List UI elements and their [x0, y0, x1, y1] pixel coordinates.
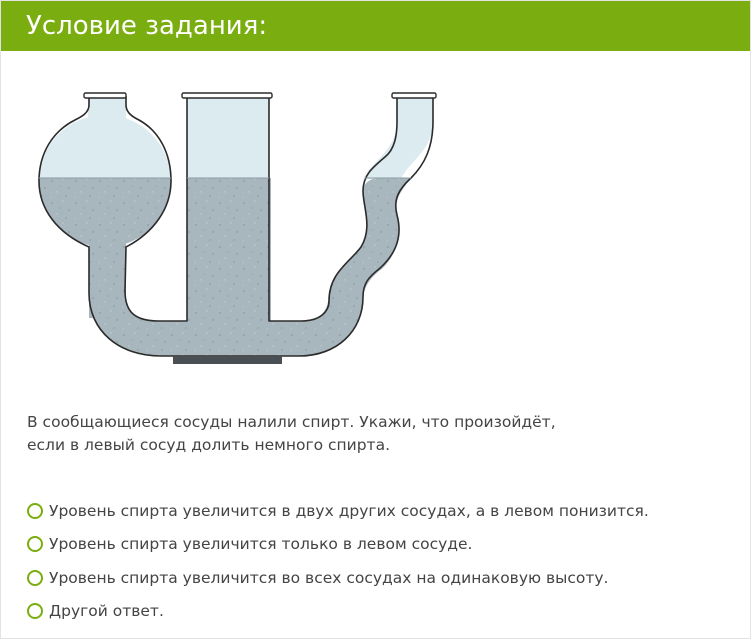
answer-option[interactable] [27, 561, 727, 595]
communicating-vessels-illustration [1, 51, 461, 371]
radio-circle-icon[interactable] [27, 570, 43, 586]
radio-circle-icon[interactable] [27, 603, 43, 619]
radio-circle-icon[interactable] [27, 536, 43, 552]
radio-circle-icon[interactable] [27, 503, 43, 519]
answer-option-label[interactable]: Другой ответ. [49, 602, 164, 621]
answer-option-label[interactable]: Уровень спирта увеличится в двух других сосудах, а в левом понизится. [49, 501, 649, 520]
answer-option[interactable] [27, 528, 727, 562]
answer-option-label[interactable]: Уровень спирта увеличится только в левом сосуде. [49, 535, 473, 554]
task-header [1, 1, 750, 51]
task-title: Условие задания: [26, 11, 268, 41]
answer-option[interactable] [27, 595, 727, 629]
answer-option-label[interactable]: Уровень спирта увеличится во всех сосудах на одинаковую высоту. [49, 568, 609, 587]
question-text: В сообщающиеся сосуды налили спирт. Укажи, что произойдёт, если в левый сосуд долить немного спирта. [27, 413, 556, 454]
answer-options [27, 494, 727, 628]
answer-option[interactable] [27, 494, 727, 528]
